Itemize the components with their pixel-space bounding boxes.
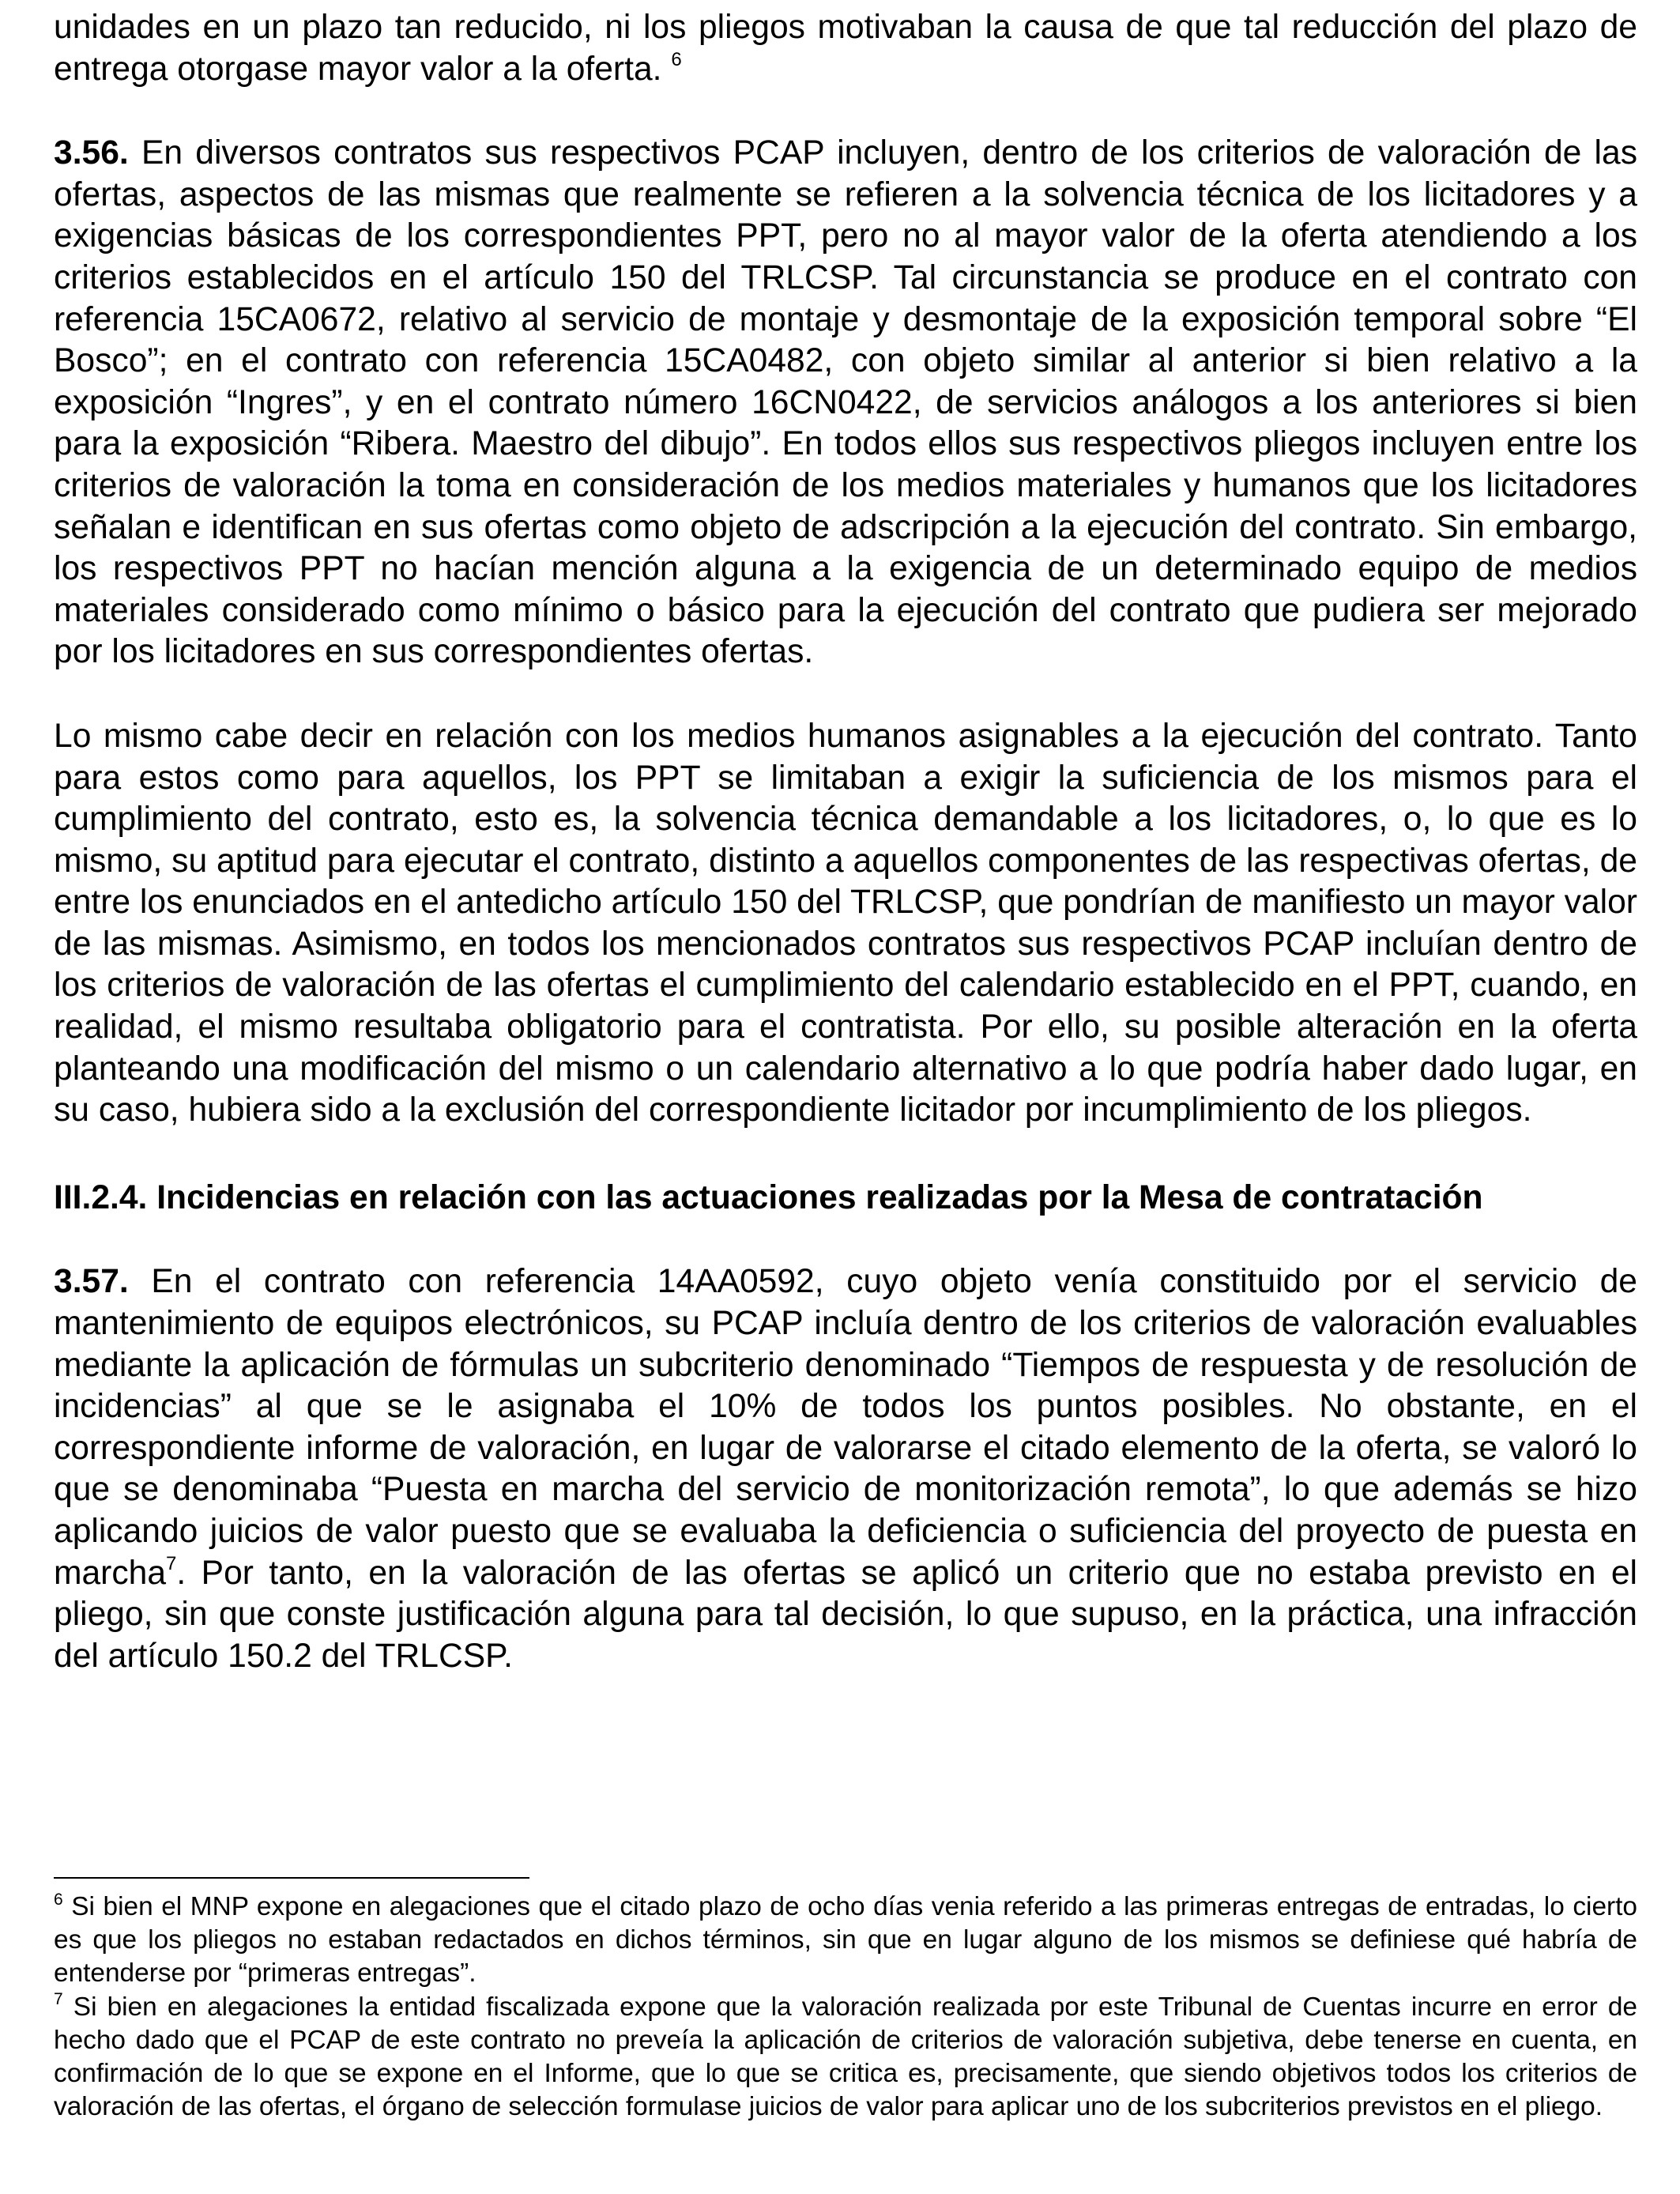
footnote-separator — [54, 1877, 529, 1879]
document-page — [54, 6, 1637, 1676]
paragraph-spacer — [54, 673, 1637, 715]
footnote-ref-6[interactable]: 6 — [671, 49, 682, 71]
footnote-ref-7[interactable]: 7 — [166, 1553, 177, 1575]
section-heading-iii-2-4: III.2.4. Incidencias en relación con las actuaciones realizadas por la Mesa de contratación — [54, 1178, 1483, 1216]
section-3-57-text-part2: . Por tanto, en la valoración de las ofertas se aplicó un criterio que no estaba previsto en el pliego, sin que conste justificación alguna para tal decisión, lo que supuso, en la práctica, una infracción del artículo 150.2 del TRLCSP. — [54, 1553, 1637, 1675]
footnote-text: Si bien el MNP expone en alegaciones que el citado plazo de ocho días venia referido a las primeras entregas de entradas, lo cierto es que los pliegos no estaban redactados en dichos términos, sin que en lugar alguno de los mismos se definiese qué habría de entenderse por “primeras entregas”. — [54, 1892, 1637, 1989]
footnote-marker: 7 — [54, 1990, 63, 2009]
section-3-57-text-part1: En el contrato con referencia 14AA0592, cuyo objeto venía constituido por el servicio de mantenimiento de equipos electrónicos, su PCAP incluía dentro de los criterios de valoración evaluables mediante la aplicación de fórmulas un subcriterio denominado “Tiempos de respuesta y de resolución de incidencias” al que se le asignaba el 10% de todos los puntos posibles. No obstante, en el correspondiente informe de valoración, en lugar de valorarse el citado elemento de la oferta, se valoró lo que se denominaba “Puesta en marcha del servicio de monitorización remota”, lo que además se hizo aplicando juicios de valor puesto que se evaluaba la deficiencia o suficiencia del proyecto de puesta en marcha — [54, 1262, 1637, 1592]
footnote-marker: 6 — [54, 1890, 63, 1909]
footnote-6 — [54, 1891, 1637, 1991]
section-number-3-57: 3.57. — [54, 1262, 129, 1301]
section-3-57 — [54, 1261, 1637, 1676]
section-3-56 — [54, 132, 1637, 673]
footnotes — [54, 1891, 1637, 2124]
section-number-3-56: 3.56. — [54, 134, 129, 172]
paragraph-medios-humanos: Lo mismo cabe decir en relación con los medios humanos asignables a la ejecución del contrato. Tanto para estos como para aquellos, los PPT se limitaban a exigir la suficiencia de los mismos para el cumplimiento del contrato, esto es, la solvencia técnica demandable a los licitadores, o, lo que es lo mismo, su aptitud para ejecutar el contrato, distinto a aquellos componentes de las respectivas ofertas, de entre los enunciados en el antedicho artículo 150 del TRLCSP, que pondrían de manifiesto un mayor valor de las mismas. Asimismo, en todos los mencionados contratos sus respectivos PCAP incluían dentro de los criterios de valoración de las ofertas el cumplimiento del calendario establecido en el PPT, cuando, en realidad, el mismo resultaba obligatorio para el contratista. Por ello, su posible alteración en la oferta planteando una modificación del mismo o un calendario alternativo a lo que podría haber dado lugar, en su caso, hubiera sido a la exclusión del correspondiente licitador por incumplimiento de los pliegos. — [54, 716, 1637, 1129]
footnote-text: Si bien en alegaciones la entidad fiscalizada expone que la valoración realizada por este Tribunal de Cuentas incurre en error de hecho dado que el PCAP de este contrato no preveía la aplicación de criterios de valoración subjetiva, debe tenerse en cuenta, en confirmación de lo que se expone en el Informe, que lo que se critica es, precisamente, que siendo objetivos todos los criterios de valoración de las ofertas, el órgano de selección formulase juicios de valor para aplicar uno de los subcriterios previstos en el pliego. — [54, 1992, 1637, 2122]
paragraph-spacer — [54, 1218, 1637, 1261]
intro-paragraph-text: unidades en un plazo tan reducido, ni los pliegos motivaban la causa de que tal reducción del plazo de entrega otorgase mayor valor a la oferta. — [54, 8, 1637, 88]
paragraph-spacer — [54, 89, 1637, 132]
paragraph-spacer — [54, 1131, 1637, 1177]
intro-paragraph — [54, 6, 1637, 89]
footnote-7 — [54, 1991, 1637, 2124]
section-3-56-text: En diversos contratos sus respectivos PCAP incluyen, dentro de los criterios de valoración de las ofertas, aspectos de las mismas que realmente se refieren a la solvencia técnica de los licitadores y a exigencias básicas de los correspondientes PPT, pero no al mayor valor de la oferta atendiendo a los criterios establecidos en el artículo 150 del TRLCSP. Tal circunstancia se produce en el contrato con referencia 15CA0672, relativo al servicio de montaje y desmontaje de la exposición temporal sobre “El Bosco”; en el contrato con referencia 15CA0482, con objeto similar al anterior si bien relativo a la exposición “Ingres”, y en el contrato número 16CN0422, de servicios análogos a los anteriores si bien para la exposición “Ribera. Maestro del dibujo”. En todos ellos sus respectivos pliegos incluyen entre los criterios de valoración la toma en consideración de los medios materiales y humanos que los licitadores señalan e identifican en sus ofertas como objeto de adscripción a la ejecución del contrato. Sin embargo, los respectivos PPT no hacían mención alguna a la exigencia de un determinado equipo de medios materiales considerado como mínimo o básico para la ejecución del contrato que pudiera ser mejorado por los licitadores en sus correspondientes ofertas. — [54, 134, 1637, 671]
